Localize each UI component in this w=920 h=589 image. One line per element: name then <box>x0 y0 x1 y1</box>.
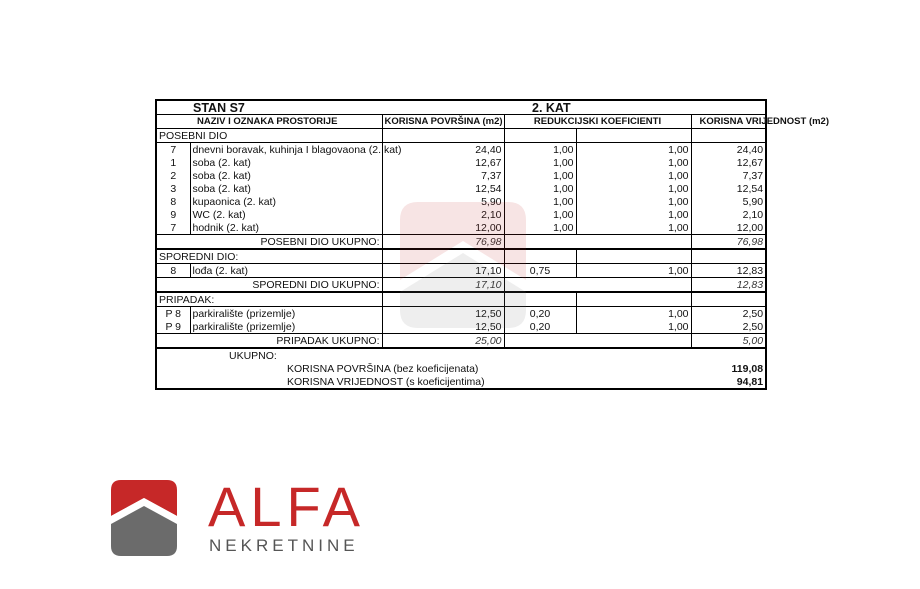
section-total-area: 25,00 <box>382 334 504 349</box>
section-title: SPOREDNI DIO: <box>156 249 382 264</box>
room-area: 12,00 <box>382 221 504 235</box>
section-total-label: PRIPADAK UKUPNO: <box>156 334 382 349</box>
section-total-area: 76,98 <box>382 235 504 250</box>
room-no: 7 <box>156 143 190 157</box>
room-coef-1: 0,20 <box>504 307 576 321</box>
room-value: 7,37 <box>742 169 764 182</box>
room-area: 24,40 <box>382 143 504 157</box>
room-coef-2: 1,00 <box>576 143 691 157</box>
col-coef-header: REDUKCIJSKI KOEFICIENTI <box>504 115 691 129</box>
room-no: 3 <box>156 182 190 195</box>
room-coef-1: 0,75 <box>504 264 576 278</box>
room-coef-1: 1,00 <box>504 182 576 195</box>
room-no: 2 <box>156 169 190 182</box>
apartment-spec-sheet <box>155 99 829 390</box>
room-coef-2: 1,00 <box>576 195 691 208</box>
section-total-value: 5,00 <box>691 334 766 349</box>
room-name: soba (2. kat) <box>190 169 382 182</box>
room-no: P 9 <box>156 320 190 334</box>
room-coef-1: 1,00 <box>504 195 576 208</box>
unit-label: STAN S7 <box>156 100 382 115</box>
room-area: 12,67 <box>382 156 504 169</box>
summary-area-label: KORISNA POVRŠINA (bez koeficijenata) <box>287 362 479 375</box>
room-area: 17,10 <box>382 264 504 278</box>
section-total-label: POSEBNI DIO UKUPNO: <box>156 235 382 250</box>
house-roof-logo-icon <box>105 476 183 560</box>
room-area: 12,54 <box>382 182 504 195</box>
alfa-nekretnine-logo <box>105 476 385 566</box>
logo-word: ALFA <box>208 475 365 538</box>
room-coef-1: 1,00 <box>504 208 576 221</box>
room-no: 8 <box>156 195 190 208</box>
section-total-value: 12,83 <box>691 278 766 293</box>
col-value-header: KORISNA VRIJEDNOST (m2) <box>691 115 766 129</box>
room-name: dnevni boravak, kuhinja I blagovaona (2. kat) <box>190 143 382 157</box>
room-value: 12,83 <box>691 264 766 278</box>
summary-value-value: 94,81 <box>736 375 764 388</box>
room-coef-2: 1,00 <box>576 264 691 278</box>
room-name: soba (2. kat) <box>190 182 382 195</box>
section-title: PRIPADAK: <box>156 292 382 307</box>
logo-subtitle: NEKRETNINE <box>209 536 359 555</box>
section-total-label: SPOREDNI DIO UKUPNO: <box>156 278 382 293</box>
room-no: 7 <box>156 221 190 235</box>
room-no: 1 <box>156 156 190 169</box>
room-name: hodnik (2. kat) <box>190 221 382 235</box>
summary-area-value: 119,08 <box>731 362 764 375</box>
summary-value-label: KORISNA VRIJEDNOST (s koeficijentima) <box>287 375 485 388</box>
room-coef-2: 1,00 <box>576 208 691 221</box>
room-value: 12,67 <box>736 156 764 169</box>
section-total-area: 17,10 <box>382 278 504 293</box>
room-coef-2: 1,00 <box>576 320 691 334</box>
room-coef-1: 1,00 <box>504 169 576 182</box>
room-coef-2: 1,00 <box>576 182 691 195</box>
room-no: 9 <box>156 208 190 221</box>
room-value: 2,10 <box>742 208 764 221</box>
room-value: 2,50 <box>691 320 766 334</box>
room-coef-2: 1,00 <box>576 221 691 235</box>
room-coef-1: 1,00 <box>504 143 576 157</box>
room-name: WC (2. kat) <box>190 208 382 221</box>
room-value: 5,90 <box>742 195 764 208</box>
col-area-header: KORISNA POVRŠINA (m2) <box>382 115 504 129</box>
room-value: 12,54 <box>736 182 764 195</box>
room-area: 12,50 <box>382 307 504 321</box>
room-area: 7,37 <box>382 169 504 182</box>
room-value: 24,40 <box>736 143 764 156</box>
room-value: 12,00 <box>691 221 766 235</box>
room-coef-2: 1,00 <box>576 307 691 321</box>
section-total-value: 76,98 <box>691 235 766 250</box>
room-no: 8 <box>156 264 190 278</box>
room-no: P 8 <box>156 307 190 321</box>
room-area: 5,90 <box>382 195 504 208</box>
summary-title: UKUPNO: <box>229 349 277 362</box>
area-table <box>155 99 829 390</box>
col-room-header: NAZIV I OZNAKA PROSTORIJE <box>156 115 382 129</box>
room-name: lođa (2. kat) <box>190 264 382 278</box>
room-area: 12,50 <box>382 320 504 334</box>
room-value: 2,50 <box>742 307 764 320</box>
floor-label: 2. KAT <box>382 100 766 115</box>
room-area: 2,10 <box>382 208 504 221</box>
section-title: POSEBNI DIO <box>156 129 382 143</box>
room-coef-1: 1,00 <box>504 156 576 169</box>
room-coef-1: 1,00 <box>504 221 576 235</box>
room-name: parkiralište (prizemlje) <box>190 307 382 321</box>
room-coef-2: 1,00 <box>576 169 691 182</box>
room-name: kupaonica (2. kat) <box>190 195 382 208</box>
room-coef-2: 1,00 <box>576 156 691 169</box>
room-name: soba (2. kat) <box>190 156 382 169</box>
room-name: parkiralište (prizemlje) <box>190 320 382 334</box>
room-coef-1: 0,20 <box>504 320 576 334</box>
